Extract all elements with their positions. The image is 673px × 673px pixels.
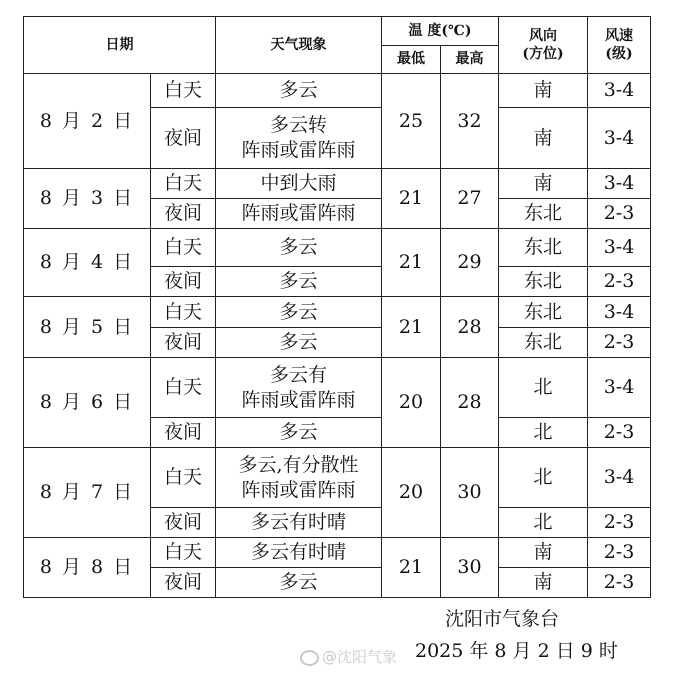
- weather-cell: [216, 508, 382, 538]
- weather-cell: [216, 169, 382, 199]
- temp-low-cell: 21: [382, 169, 441, 229]
- weather-cell: [216, 358, 382, 418]
- weather-text-line: 多云有时晴: [250, 511, 346, 534]
- weather-text-line: 多云: [279, 270, 318, 293]
- weather-cell: [216, 297, 382, 328]
- wind-direction-cell: 东北: [499, 328, 588, 358]
- date-cell: 8 月 5 日: [24, 297, 151, 358]
- weather-cell: [216, 328, 382, 358]
- weather-cell: [216, 108, 382, 169]
- header-wind-direction-label: 风向: [529, 27, 557, 44]
- day-period-label: 白天: [151, 297, 216, 328]
- table-row: [24, 229, 651, 267]
- wind-speed-cell: 2-3: [588, 199, 651, 229]
- wind-direction-cell: 东北: [499, 267, 588, 297]
- date-cell: 8 月 8 日: [24, 538, 151, 598]
- wind-direction-cell: 北: [499, 508, 588, 538]
- weather-text-line: 多云: [279, 421, 318, 444]
- weather-text-line: 多云有: [269, 363, 327, 386]
- wind-direction-cell: 北: [499, 418, 588, 448]
- header-date: 日期: [24, 17, 216, 74]
- weather-text-line: 多云转: [269, 114, 327, 137]
- wind-speed-cell: 2-3: [588, 267, 651, 297]
- date-cell: 8 月 7 日: [24, 448, 151, 538]
- day-period-label: 白天: [151, 74, 216, 108]
- issue-time: 2025 年 8 月 2 日 9 时: [415, 640, 618, 662]
- weather-cell: [216, 74, 382, 108]
- temp-low-cell: 21: [382, 297, 441, 358]
- header-temp-high: 最高: [441, 46, 499, 74]
- date-cell: 8 月 2 日: [24, 74, 151, 169]
- weather-text-line: 阵雨或雷阵雨: [241, 478, 356, 501]
- header-weather: 天气现象: [216, 17, 382, 74]
- wind-speed-cell: 2-3: [588, 328, 651, 358]
- night-period-label: 夜间: [151, 508, 216, 538]
- wind-direction-cell: 北: [499, 448, 588, 508]
- table-row: [24, 538, 651, 568]
- temp-low-cell: 21: [382, 229, 441, 297]
- day-period-label: 白天: [151, 538, 216, 568]
- temp-high-cell: 30: [441, 538, 499, 598]
- header-wind-speed-label: 风速: [605, 27, 633, 44]
- wind-speed-cell: 2-3: [588, 568, 651, 598]
- weather-text-line: 多云: [279, 331, 318, 354]
- wind-speed-cell: 3-4: [588, 448, 651, 508]
- temp-low-cell: 21: [382, 538, 441, 598]
- forecast-table: [23, 16, 651, 598]
- wind-direction-cell: 北: [499, 358, 588, 418]
- night-period-label: 夜间: [151, 328, 216, 358]
- weather-text-line: 多云有时晴: [250, 541, 346, 564]
- table-row: [24, 74, 651, 108]
- wind-direction-cell: 东北: [499, 199, 588, 229]
- table-row: [24, 297, 651, 328]
- date-cell: 8 月 4 日: [24, 229, 151, 297]
- wind-speed-cell: 3-4: [588, 358, 651, 418]
- temp-low-cell: 20: [382, 358, 441, 448]
- night-period-label: 夜间: [151, 418, 216, 448]
- night-period-label: 夜间: [151, 108, 216, 169]
- temp-high-cell: 29: [441, 229, 499, 297]
- forecast-body: [24, 74, 651, 598]
- wind-speed-cell: 2-3: [588, 538, 651, 568]
- weather-cell: [216, 418, 382, 448]
- wind-speed-cell: 3-4: [588, 74, 651, 108]
- temp-low-cell: 20: [382, 448, 441, 538]
- day-period-label: 白天: [151, 358, 216, 418]
- night-period-label: 夜间: [151, 267, 216, 297]
- weather-text-line: 中到大雨: [260, 172, 337, 195]
- weather-cell: [216, 229, 382, 267]
- weather-cell: [216, 538, 382, 568]
- temp-high-cell: 28: [441, 358, 499, 448]
- wind-speed-cell: 3-4: [588, 108, 651, 169]
- wind-direction-cell: 南: [499, 568, 588, 598]
- day-period-label: 白天: [151, 229, 216, 267]
- temp-high-cell: 32: [441, 74, 499, 169]
- wind-direction-cell: 南: [499, 169, 588, 199]
- weather-text-line: 阵雨或雷阵雨: [241, 139, 356, 161]
- night-period-label: 夜间: [151, 199, 216, 229]
- weather-cell: [216, 568, 382, 598]
- wind-speed-cell: 3-4: [588, 229, 651, 267]
- watermark-text: @沈阳气象: [322, 648, 398, 666]
- day-period-label: 白天: [151, 169, 216, 199]
- weather-text-line: 阵雨或雷阵雨: [241, 388, 356, 411]
- wind-direction-cell: 东北: [499, 229, 588, 267]
- header-wind-direction: [499, 17, 588, 74]
- wind-speed-cell: 2-3: [588, 508, 651, 538]
- table-row: [24, 169, 651, 199]
- wind-speed-cell: 3-4: [588, 297, 651, 328]
- header-wind-direction-sub: (方位): [522, 46, 564, 62]
- wind-direction-cell: 东北: [499, 297, 588, 328]
- weather-text-line: 多云: [279, 571, 318, 594]
- header-temperature: 温 度(℃): [382, 17, 499, 46]
- table-row: [24, 448, 651, 508]
- weather-text-line: 多云: [279, 300, 318, 323]
- issuing-station: 沈阳市气象台: [445, 608, 560, 630]
- weather-text-line: 多云: [279, 79, 318, 102]
- weibo-icon: [300, 650, 319, 666]
- wind-direction-cell: 南: [499, 538, 588, 568]
- day-period-label: 白天: [151, 448, 216, 508]
- wind-direction-cell: 南: [499, 74, 588, 108]
- temp-high-cell: 30: [441, 448, 499, 538]
- weather-cell: [216, 199, 382, 229]
- weather-text-line: 多云,有分散性: [238, 453, 359, 476]
- date-cell: 8 月 3 日: [24, 169, 151, 229]
- temp-low-cell: 25: [382, 74, 441, 169]
- wind-speed-cell: 2-3: [588, 418, 651, 448]
- header-wind-speed: [588, 17, 651, 74]
- header-wind-speed-sub: (级): [605, 46, 633, 62]
- temp-high-cell: 28: [441, 297, 499, 358]
- table-row: [24, 358, 651, 418]
- wind-speed-cell: 3-4: [588, 169, 651, 199]
- night-period-label: 夜间: [151, 568, 216, 598]
- weather-text-line: 多云: [279, 236, 318, 259]
- weather-cell: [216, 448, 382, 508]
- watermark: [300, 646, 397, 667]
- header-temp-low: 最低: [382, 46, 441, 74]
- date-cell: 8 月 6 日: [24, 358, 151, 448]
- temp-high-cell: 27: [441, 169, 499, 229]
- wind-direction-cell: 南: [499, 108, 588, 169]
- weather-cell: [216, 267, 382, 297]
- weather-text-line: 阵雨或雷阵雨: [241, 202, 356, 225]
